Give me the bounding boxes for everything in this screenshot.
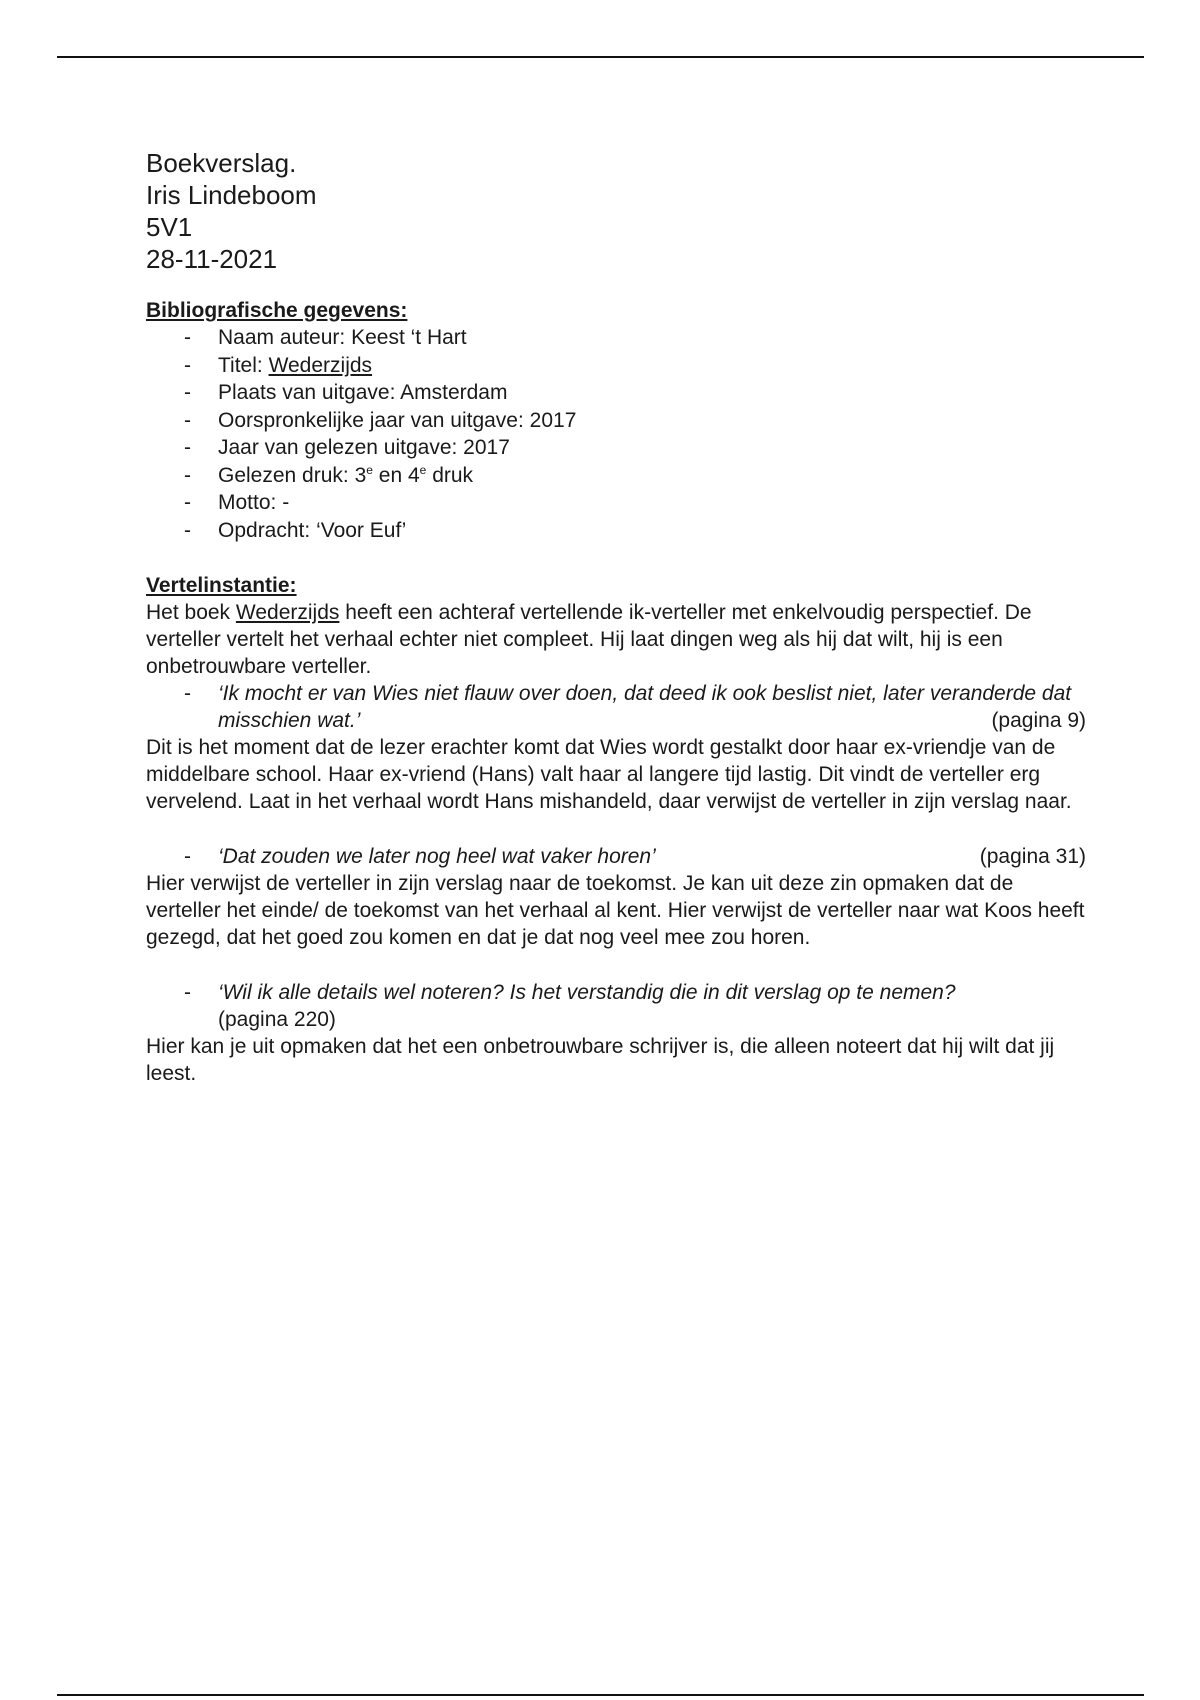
- paragraph-2: Hier verwijst de verteller in zijn verslag naar de toekomst. Je kan uit deze zin opmaken dat de verteller het einde/ de toekomst van het verhaal al kent. Hier verwijst de verteller naar wat Koos heeft gezegd, dat het goed zou komen en dat je dat nog veel mee zou horen.: [146, 872, 1085, 949]
- doc-title: Boekverslag.: [146, 148, 297, 178]
- bibliography-heading: Bibliografische gegevens:: [146, 299, 408, 322]
- list-item: - Plaats van uitgave: Amsterdam: [146, 379, 1086, 407]
- intro-paragraph: Het boek Wederzijds heeft een achteraf vertellende ik-verteller met enkelvoudig perspectief. De verteller vertelt het verhaal echter niet compleet. Hij laat dingen weg als hij dat wilt, hij is een onbetrouwbare verteller.: [146, 601, 1032, 678]
- paragraph-1: Dit is het moment dat de lezer erachter komt dat Wies wordt gestalkt door haar ex-vriendje van de middelbare school. Haar ex-vriend (Hans) valt haar al langere tijd lastig. Dit vindt de verteller erg vervelend. Laat in het verhaal wordt Hans mishandeld, daar verwijst de verteller in zijn verslag naar.: [146, 736, 1072, 813]
- top-rule: [57, 56, 1144, 58]
- list-item: - Titel: Wederzijds: [146, 352, 1086, 380]
- list-item: - Naam auteur: Keest ‘t Hart: [146, 324, 1086, 352]
- quote-2: - ‘Dat zouden we later nog heel wat vaker horen’ (pagina 31): [146, 843, 1086, 870]
- bottom-rule: [57, 1694, 1144, 1696]
- list-item: - Gelezen druk: 3e en 4e druk: [146, 462, 1086, 490]
- paragraph-3: Hier kan je uit opmaken dat het een onbetrouwbare schrijver is, die alleen noteert dat hij wilt dat jij leest.: [146, 1035, 1055, 1085]
- vertelinstantie-heading: Vertelinstantie:: [146, 574, 297, 597]
- quote-3: - ‘Wil ik alle details wel noteren? Is het verstandig die in dit verslag op te nemen? (pagina 220): [146, 979, 1086, 1033]
- quote-1: - ‘Ik mocht er van Wies niet flauw over doen, dat deed ik ook beslist niet, later veranderde dat misschien wat.’ (pagina 9): [146, 680, 1086, 734]
- doc-date: 28-11-2021: [146, 244, 278, 274]
- list-item: - Jaar van gelezen uitgave: 2017: [146, 434, 1086, 462]
- list-item: - Opdracht: ‘Voor Euf’: [146, 517, 1086, 545]
- list-item: - Motto: -: [146, 489, 1086, 517]
- page-ref: (pagina 9): [991, 709, 1086, 732]
- bibliography-list: [146, 324, 1086, 544]
- list-item: - Oorspronkelijke jaar van uitgave: 2017: [146, 407, 1086, 435]
- page-ref: (pagina 220): [218, 1008, 336, 1031]
- document-body: [146, 147, 1086, 1087]
- page-ref: (pagina 31): [979, 845, 1086, 868]
- doc-author: Iris Lindeboom: [146, 180, 317, 210]
- doc-class: 5V1: [146, 212, 193, 242]
